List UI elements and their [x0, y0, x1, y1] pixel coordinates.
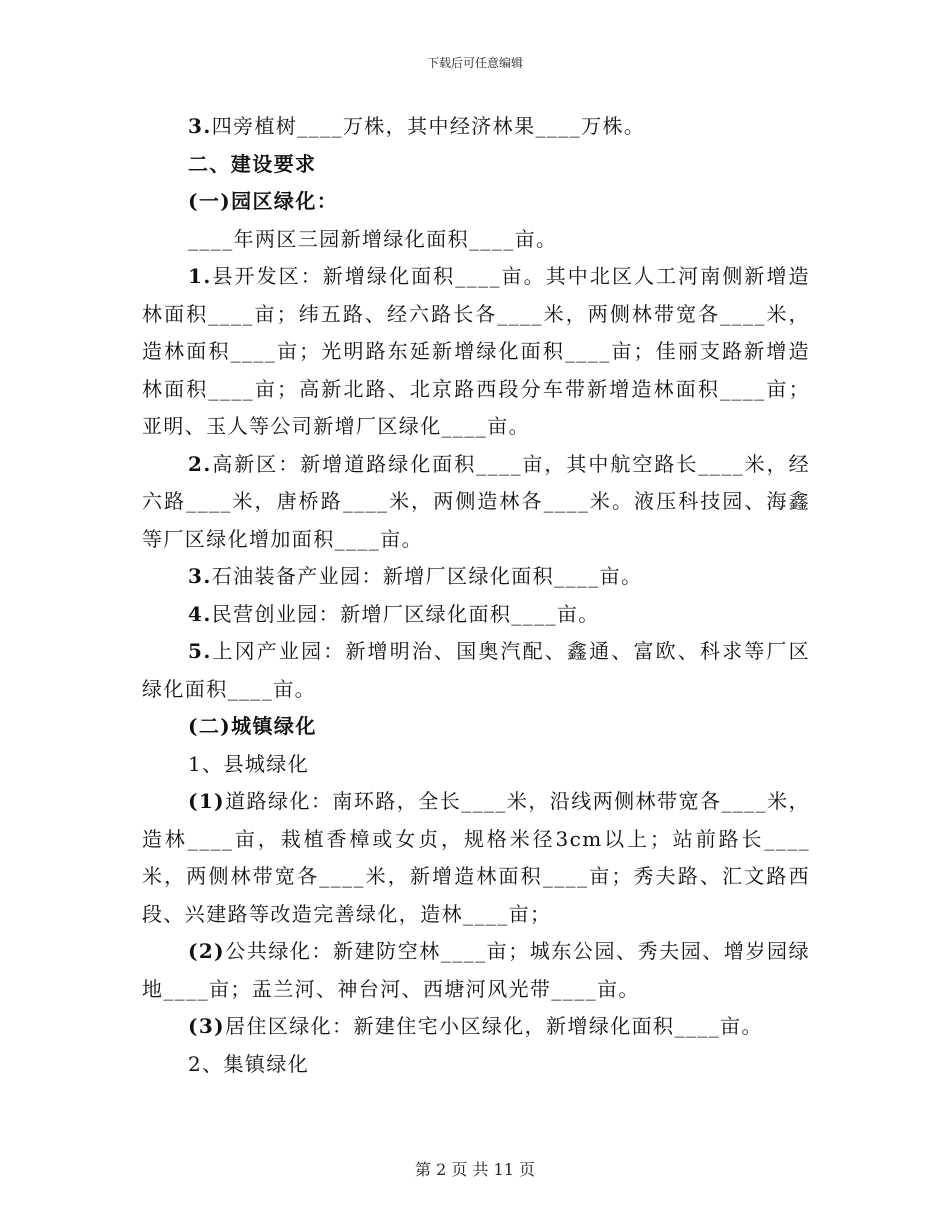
paragraph-text: (一)园区绿化： — [188, 189, 339, 213]
paragraph-1 — [142, 108, 810, 146]
paragraph-text: ____年两区三园新增绿化面积____亩。 — [188, 226, 558, 251]
document-body — [142, 108, 810, 1083]
paragraph-text: 高新区：新增道路绿化面积____亩，其中航空路长____米，经六路____米，唐桥路____米，两侧造林各____米。液压科技园、海鑫等厂区绿化增加面积____亩。 — [142, 451, 810, 551]
paragraph-text: 县开发区：新增绿化面积____亩。其中北区人工河南侧新增造林面积____亩；纬五路、经六路长各____米，两侧林带宽各____米，造林面积____亩；光明路东延新增绿化面积____亩；佳丽支路新增造林面积____亩；高新北路、北京路西段分车带新增造林面积____亩；亚明、玉人等公司新增厂区绿化____亩。 — [142, 264, 810, 438]
item-number: 1. — [188, 264, 212, 288]
paragraph-15 — [142, 1046, 810, 1084]
paragraph-text: 二、建设要求 — [188, 151, 317, 176]
paragraph-5 — [142, 258, 810, 446]
paragraph-13 — [142, 933, 810, 1008]
page-footer: 第 2 页 共 11 页 — [415, 1160, 535, 1179]
paragraph-7 — [142, 558, 810, 596]
item-number: (2) — [188, 939, 226, 963]
section-heading — [142, 146, 810, 184]
paragraph-4 — [142, 221, 810, 259]
item-number: (3) — [188, 1014, 226, 1038]
item-number: 3. — [188, 114, 212, 138]
paragraph-text: (二)城镇绿化 — [188, 714, 317, 738]
paragraph-text: 2、集镇绿化 — [188, 1051, 310, 1076]
item-number: (1) — [188, 789, 226, 813]
paragraph-text: 石油装备产业园：新增厂区绿化面积____亩。 — [211, 564, 643, 588]
item-number: 5. — [188, 639, 212, 663]
paragraph-text: 公共绿化：新建防空林____亩；城东公园、秀夫园、增岁园绿地____亩；盂兰河、神台河、西塘河风光带____亩。 — [142, 939, 810, 1001]
subsection-heading — [142, 183, 810, 221]
paragraph-9 — [142, 633, 810, 708]
paragraph-text: 民营创业园：新增厂区绿化面积____亩。 — [211, 601, 600, 626]
paragraph-6 — [142, 446, 810, 559]
paragraph-12 — [142, 783, 810, 933]
paragraph-text: 居住区绿化：新建住宅小区绿化，新增绿化面积____亩。 — [225, 1014, 763, 1038]
paragraph-text: 道路绿化：南环路，全长____米，沿线两侧林带宽各____米，造林____亩，栽植香樟或女贞，规格米径3cm以上；站前路长____米，两侧林带宽各____米，新增造林面积____亩；秀夫路、汇文路西段、兴建路等改造完善绿化，造林____亩； — [142, 789, 810, 926]
paragraph-text: 四旁植树____万株，其中经济林果____万株。 — [211, 114, 646, 138]
paragraph-text: 上冈产业园：新增明治、国奥汽配、鑫通、富欧、科求等厂区绿化面积____亩。 — [142, 639, 810, 701]
item-number: 2. — [188, 451, 212, 476]
paragraph-11 — [142, 746, 810, 784]
paragraph-text: 1、县城绿化 — [188, 751, 310, 776]
page-header: 下载后可任意编辑 — [426, 56, 523, 70]
item-number: 3. — [188, 564, 212, 588]
subsection-heading — [142, 708, 810, 746]
item-number: 4. — [188, 601, 212, 626]
paragraph-14 — [142, 1008, 810, 1046]
paragraph-8 — [142, 596, 810, 634]
